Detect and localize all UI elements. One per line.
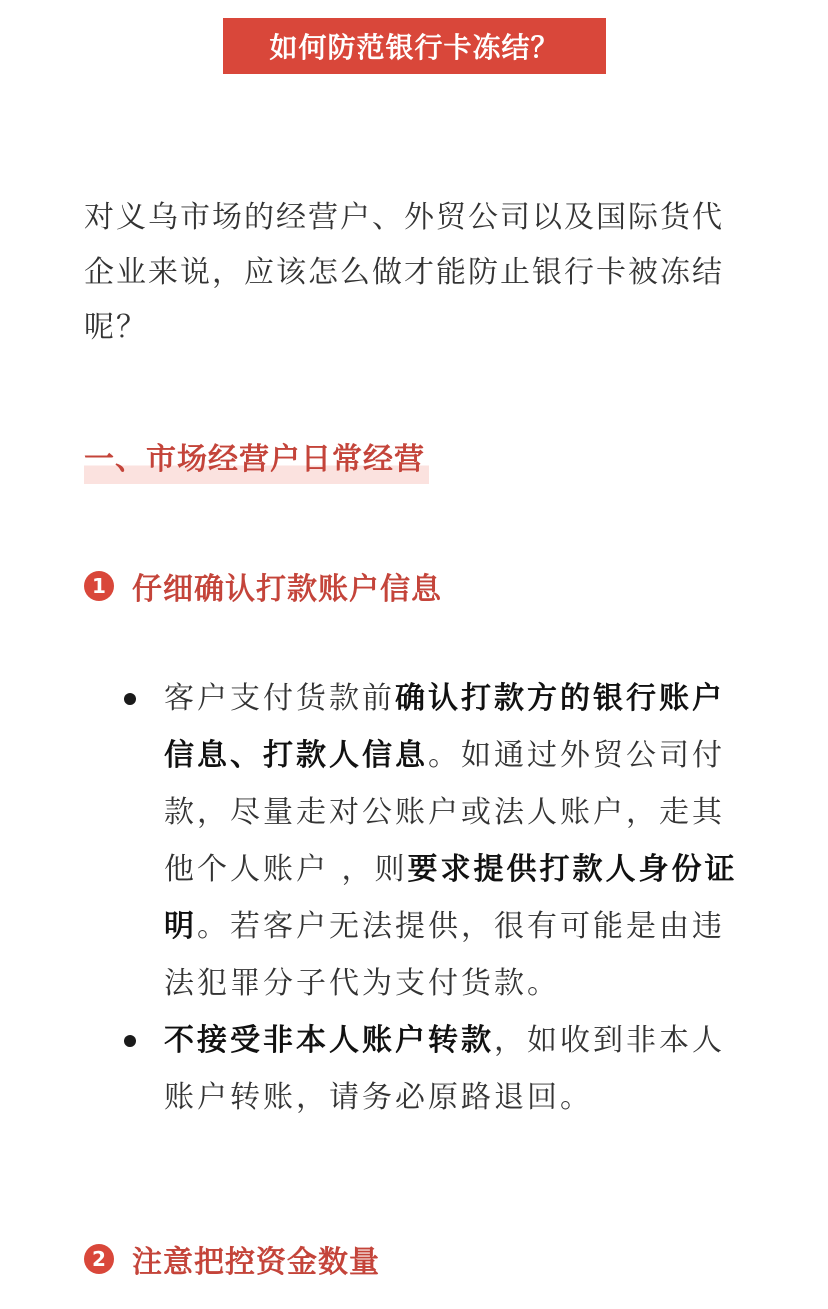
page-title: 如何防范银行卡冻结？ [269, 31, 560, 64]
number-badge-2: 2 [84, 1244, 114, 1274]
subheading-2 [84, 1236, 380, 1282]
intro-paragraph: 对义乌市场的经营户、外贸公司以及国际货代企业来说，应该怎么做才能防止银行卡被冻结呢？ [84, 200, 724, 345]
list-item [164, 1012, 746, 1126]
bullet-bold-text: 确认打款方的银行账户信息、打款人信息 [164, 681, 725, 773]
bullet-list [164, 670, 746, 1126]
subheading-1-label: 仔细确认打款账户信息 [132, 572, 442, 607]
number-badge-1: 1 [84, 571, 114, 601]
bullet-bold-text: 不接受非本人账户转款 [164, 1023, 494, 1058]
bullet-dot-icon [124, 693, 136, 705]
bullet-bold-text: 要求提供打款人身份证明 [164, 852, 738, 944]
bullet-text: 。若客户无法提供，很有可能是由违法犯罪分子代为支付货款。 [164, 909, 725, 1001]
bullet-text: 客户支付货款前 [164, 681, 395, 716]
bullet-dot-icon [124, 1035, 136, 1047]
subheading-1 [84, 563, 442, 609]
list-item [164, 670, 746, 1012]
subheading-2-label: 注意把控资金数量 [132, 1245, 380, 1280]
title-banner [223, 18, 606, 74]
section-heading: 一、市场经营户日常经营 [84, 438, 429, 484]
bullet-text: 。如通过外贸公司付款，尽量走对公账户或法人账户，走其他个人账户 ，则 [164, 738, 725, 887]
bullet-text: ，如收到非本人账户转账，请务必原路退回。 [164, 1023, 725, 1115]
